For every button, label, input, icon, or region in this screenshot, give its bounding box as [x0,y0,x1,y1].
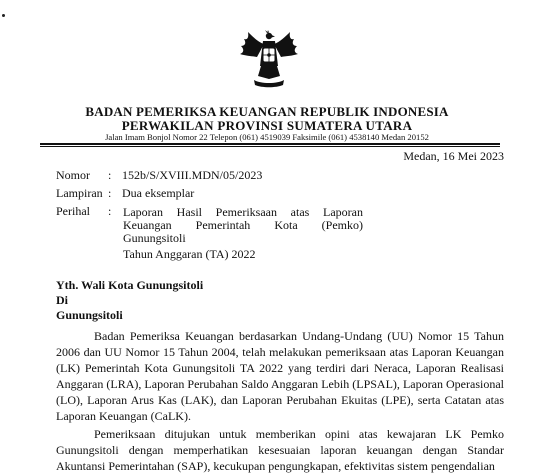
perihal-colon: : [108,204,112,218]
body-paragraph-2: Pemeriksaan ditujukan untuk memberikan opini atas kewajaran LK Pemko Gunungsitoli dengan memperhatikan kesesuaian laporan keuangan dengan Standar Akuntansi Pemerintahan (SAP), kecukupan pengungkapan, efektivitas sistem pengendalian [56,427,504,473]
lampiran-row [56,186,194,201]
lampiran-colon: : [108,186,112,200]
nomor-label: Nomor [56,168,90,182]
addressee-di: Di [56,293,68,307]
letterhead-rule-thick [40,143,500,145]
addressee-city: Gunungsitoli [56,308,123,322]
addressee-name: Yth. Wali Kota Gunungsitoli [56,278,204,292]
scan-speck [2,14,5,17]
org-name-line1: BADAN PEMERIKSA KEUANGAN REPUBLIK INDONESIA [85,104,449,119]
body-paragraph-1: Badan Pemeriksa Keuangan berdasarkan Undang-Undang (UU) Nomor 15 Tahun 2006 dan UU Nomor 15 Tahun 2004, telah melakukan pemeriksaan atas Laporan Keuangan (LK) Pemerintah Kota Gunungsitoli TA 2022 yang terdiri dari Neraca, Laporan Realisasi Anggaran (LRA), Laporan Perubahan Saldo Anggaran Lebih (LPSAL), Laporan Operasional (LO), Laporan Arus Kas (LAK), dan Laporan Perubahan Ekuitas (LPE), serta Catatan atas Laporan Keuangan (CaLK). [56,329,504,423]
letterhead-rule-thin [40,146,500,147]
nomor-value: 152b/S/XVIII.MDN/05/2023 [122,168,263,182]
nomor-colon: : [108,168,112,182]
nomor-row [56,168,262,183]
perihal-value-line2: Tahun Anggaran (TA) 2022 [123,247,256,261]
garuda-emblem-icon [236,30,302,92]
org-address: Jalan Imam Bonjol Nomor 22 Telepon (061) 4519039 Faksimile (061) 4538140 Medan 20152 [105,132,429,142]
lampiran-value: Dua eksemplar [122,186,195,200]
perihal-label: Perihal [56,204,90,218]
perihal-value: Laporan Hasil Pemeriksaan atas Laporan Keuangan Pemerintah Kota (Pemko) Gunungsitoli [123,205,363,245]
perihal-row [56,204,122,219]
letter-date: Medan, 16 Mei 2023 [403,149,504,163]
org-name-line2: PERWAKILAN PROVINSI SUMATERA UTARA [121,118,413,133]
lampiran-label: Lampiran [56,186,103,200]
